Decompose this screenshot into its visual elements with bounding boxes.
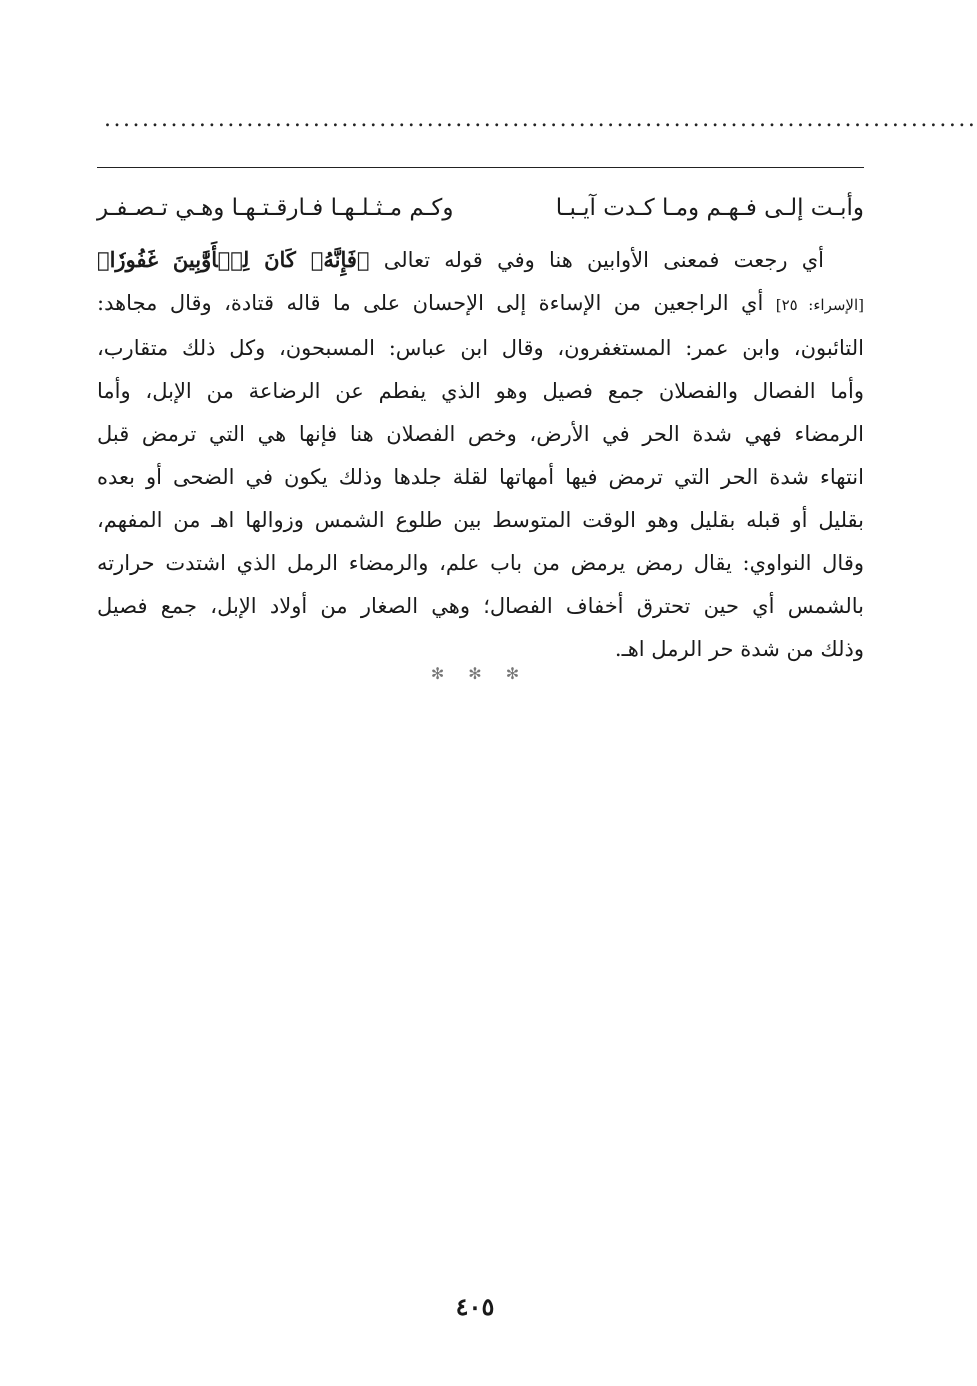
verse-first-hemistich: وأبـت إلـى فـهـم ومـا كـدت آيـبـا <box>555 195 864 221</box>
poetry-verse <box>97 188 864 228</box>
commentary-text: أي رجعت فمعنى الأوابين هنا وفي قوله تعالى <box>369 248 824 272</box>
quran-verse: ﴿فَإِنَّهُۥ كَانَ لِلۡأَوَّٰبِينَ غَفُورٗا﴾ <box>97 247 370 272</box>
commentary-line: وقال النواوي: يقال رمض يرمض من باب علم، والرمضاء الرمل الذي اشتدت حرارته <box>97 551 864 575</box>
commentary-line: بقليل أو قبله بقليل وهو الوقت المتوسط بين طلوع الشمس وزوالها اهـ من المفهم، <box>97 508 864 532</box>
commentary-line: وأما الفصال والفصلان جمع فصيل وهو الذي يفطم عن الرضاعة من الإبل، وأما <box>97 379 864 403</box>
header-dotted-line: ............................................................................................ <box>104 107 977 132</box>
commentary-line <box>97 238 864 282</box>
commentary-line: التائبون، وابن عمر: المستغفرون، وقال ابن عباس: المسبحون، وكل ذلك متقارب، <box>97 336 864 360</box>
page-number: ٤٠٥ <box>455 1292 495 1321</box>
section-separator-stars: ✻✻✻ <box>430 664 544 683</box>
quran-reference: [الإسراء: ٢٥] <box>775 296 864 314</box>
commentary-line: بالشمس أي حين تحترق أخفاف الفصال؛ وهي الصغار من أولاد الإبل، جمع فصيل <box>97 594 864 618</box>
footnote-rule <box>97 167 864 168</box>
commentary-text: أي الراجعين من الإساءة إلى الإحسان على ما قاله قتادة، وقال مجاهد: <box>97 291 776 315</box>
commentary-line: انتهاء شدة الحر التي ترمض فيها أمهاتها لقلة جلدها وذلك يكون في الضحى أو بعده <box>97 465 864 489</box>
verse-second-hemistich: وكـم مـثـلـهـا فـارقـتـهـا وهـي تـصـفـر <box>97 195 454 221</box>
commentary-paragraph <box>97 238 864 671</box>
commentary-line: الرمضاء فهي شدة الحر في الأرض، وخص الفصلان هنا فإنها هي التي ترمض قبل <box>97 422 864 446</box>
commentary-line: وذلك من شدة حر الرمل اهـ. <box>614 637 864 661</box>
commentary-line <box>97 282 864 327</box>
